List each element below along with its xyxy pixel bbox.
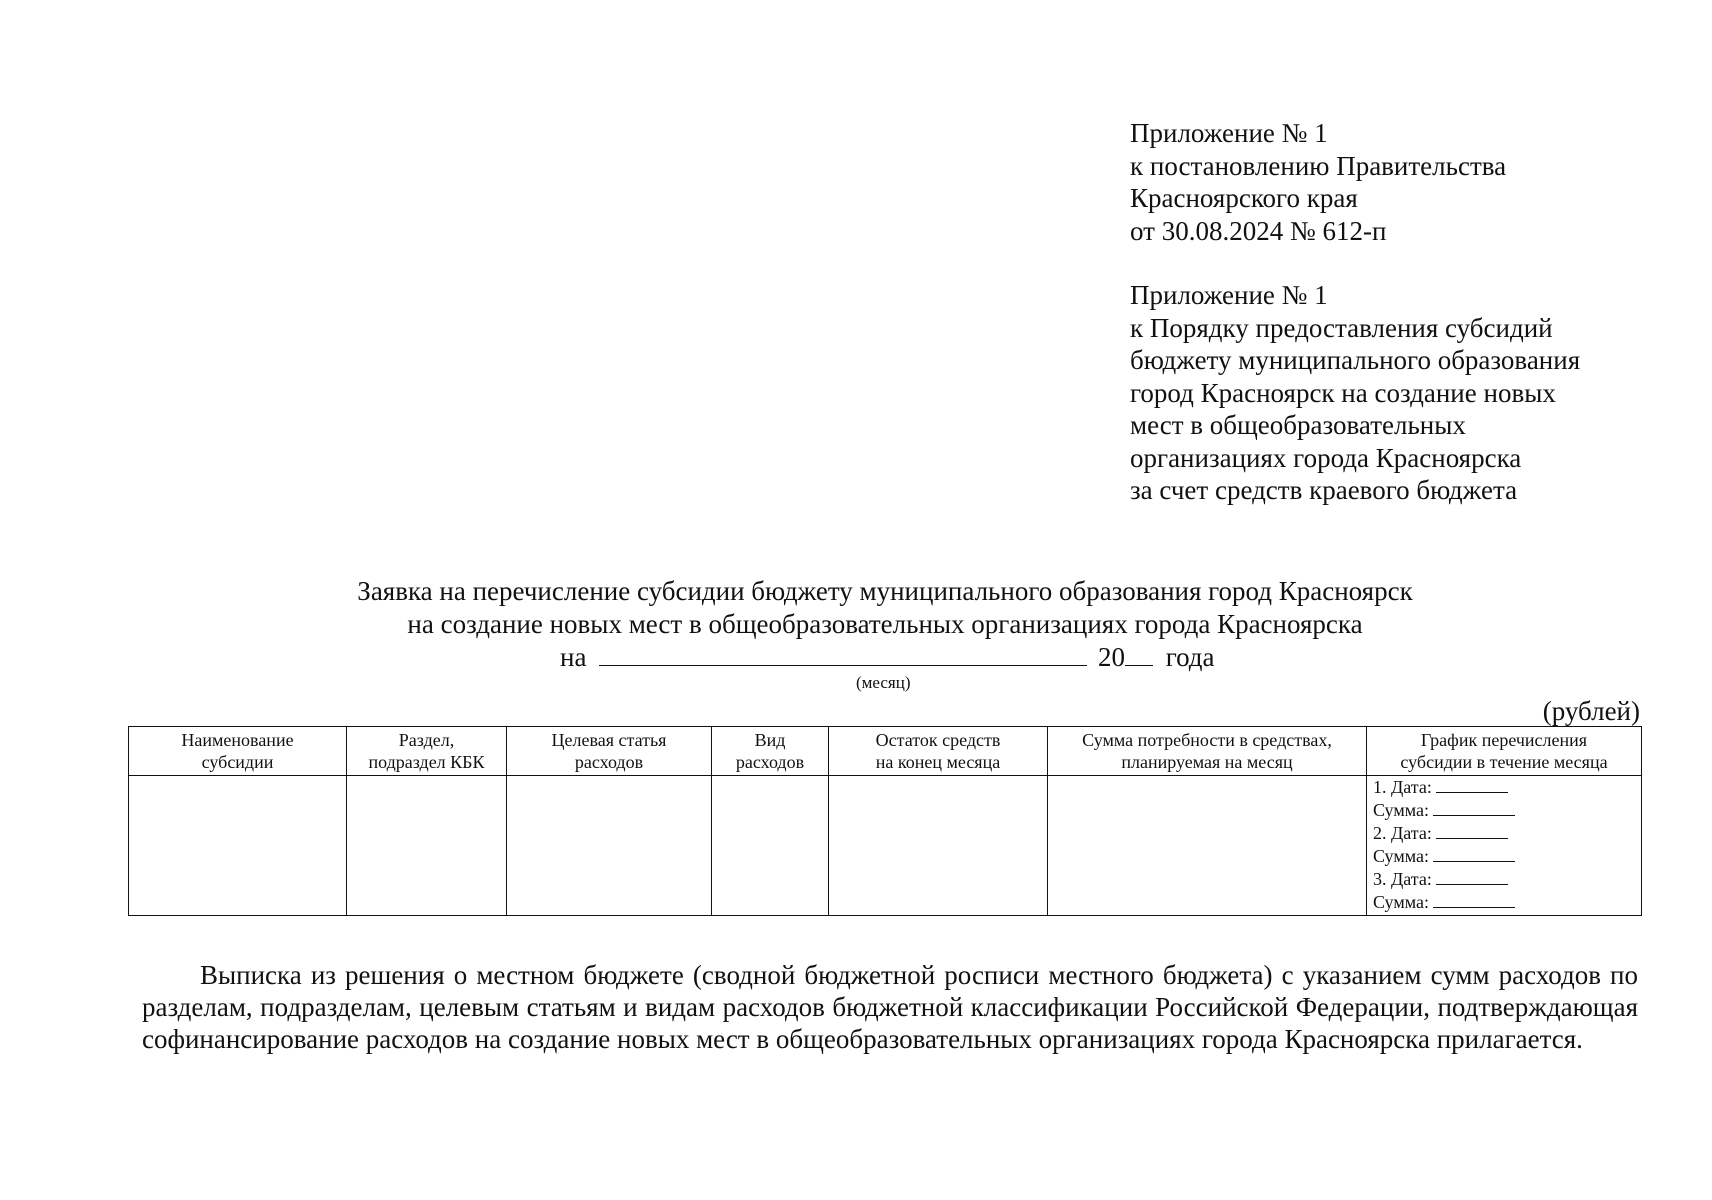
appendix-line: к Порядку предоставления субсидий [1130,312,1553,343]
appendix-line: организациях города Красноярска [1130,442,1522,473]
appendix-line: от 30.08.2024 № 612-п [1130,215,1387,246]
month-blank-field[interactable] [599,640,1087,666]
column-header-transfer-schedule: График перечисления субсидии в течение месяца [1367,727,1642,776]
sum-3-field[interactable] [1433,892,1515,908]
title-line-1: Заявка на перечисление субсидии бюджету муниципального образования город Красноярск [357,576,1413,606]
year-blank-field[interactable] [1125,640,1153,666]
column-header-subsidy-name: Наименование субсидии [129,727,347,776]
subsidy-request-table [128,726,1642,916]
period-suffix: года [1165,642,1215,672]
subsidy-name-cell[interactable] [129,776,347,916]
appendix-line: за счет средств краевого бюджета [1130,475,1518,505]
date-2-field[interactable] [1436,823,1508,839]
schedule-sum-1: Сумма: [1373,799,1641,822]
month-hint: (месяц) [856,673,911,692]
kbk-section-cell[interactable] [347,776,507,916]
appendix-line: бюджету муниципального образования [1130,345,1581,375]
column-header-planned-need: Сумма потребности в средствах, планируемая на месяц [1048,727,1367,776]
table-row [129,776,1642,916]
planned-need-cell[interactable] [1048,776,1367,916]
appendix-line: город Красноярск на создание новых [1130,377,1556,408]
currency-note: (рублей) [1542,696,1640,726]
balance-cell[interactable] [829,776,1048,916]
government-decree-appendix-block [1130,117,1690,247]
period-line [560,640,1215,673]
column-header-balance: Остаток средств на конец месяца [829,727,1048,776]
year-prefix: 20 [1097,642,1125,672]
sum-2-field[interactable] [1433,846,1515,862]
appendix-line: Приложение № 1 [1130,280,1328,310]
title-line-2: на создание новых мест в общеобразовательных организациях города Красноярска [407,608,1363,639]
appendix-line: Приложение № 1 [1130,118,1328,148]
sum-1-field[interactable] [1433,800,1515,816]
schedule-date-1: 1. Дата: [1373,776,1641,799]
appendix-line: к постановлению Правительства [1130,150,1507,181]
schedule-date-3: 3. Дата: [1373,868,1641,891]
period-prefix: на [560,642,587,672]
transfer-schedule-cell [1367,776,1642,916]
appendix-line: мест в общеобразовательных [1130,410,1466,440]
expense-type-cell[interactable] [712,776,829,916]
schedule-sum-3: Сумма: [1373,891,1641,914]
target-article-cell[interactable] [507,776,712,916]
column-header-expense-type: Вид расходов [712,727,829,776]
document-title [100,575,1670,640]
column-header-target-article: Целевая статья расходов [507,727,712,776]
schedule-date-2: 2. Дата: [1373,822,1641,845]
column-header-kbk-section: Раздел, подраздел КБК [347,727,507,776]
date-3-field[interactable] [1436,869,1508,885]
appendix-line: Красноярского края [1130,183,1358,213]
table-header-row [129,727,1642,776]
procedure-appendix-block [1130,279,1690,507]
attachment-note: Выписка из решения о местном бюджете (сводной бюджетной росписи местного бюджета) с указанием сумм расходов по разделам, подразделам, целевым статьям и видам расходов бюджетной классификации Российской Федерации, подтверждающая софинансирование расходов на создание новых мест в общеобразовательных организациях города Красноярска прилагается. [142,960,1638,1054]
schedule-sum-2: Сумма: [1373,845,1641,868]
date-1-field[interactable] [1436,777,1508,793]
